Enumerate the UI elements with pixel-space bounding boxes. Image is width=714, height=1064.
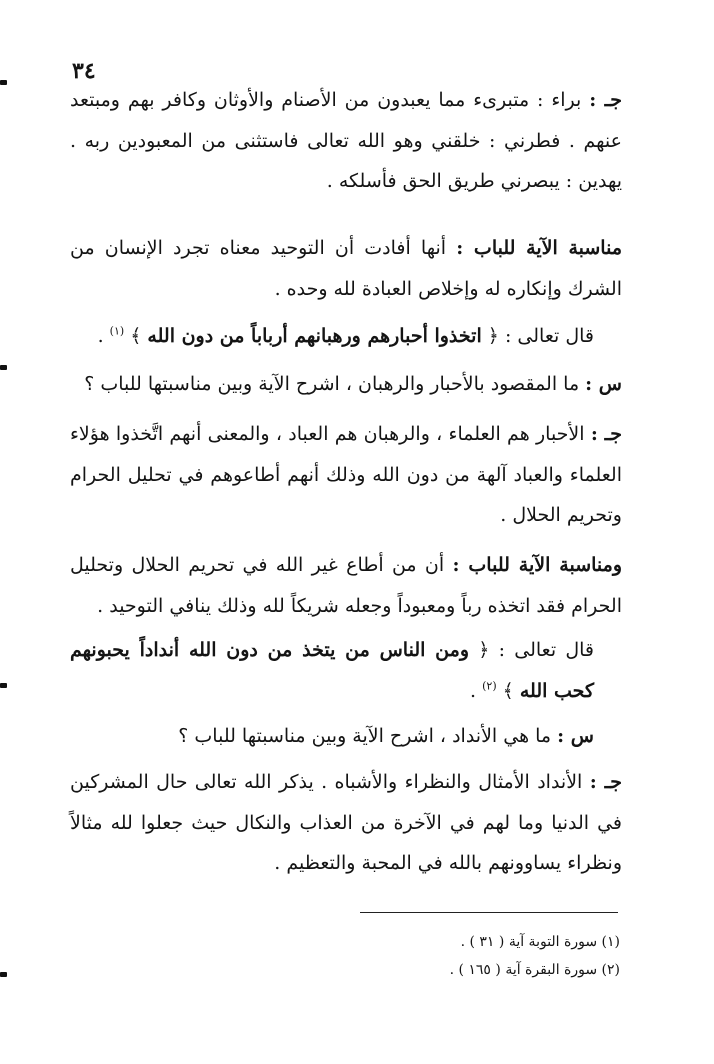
relevance-text: أن من أطاع غير الله في تحريم الحلال وتحليل الحرام فقد اتخذه رباً ومعبوداً وجعله شريكاً لله وذلك ينافي التوحيد . (70, 554, 622, 617)
quote-open-bracket: ﴿ (487, 325, 499, 347)
verse-text: ومن الناس من يتخذ من دون الله أنداداً يحبونهم كحب الله (70, 639, 594, 702)
question-paragraph-2 (70, 716, 622, 757)
footnote-separator (360, 912, 618, 913)
answer-paragraph-1 (70, 80, 622, 202)
question-paragraph-1 (70, 364, 622, 405)
scan-edge-mark (0, 365, 7, 370)
scan-edge-mark (0, 972, 7, 977)
scan-edge-mark (0, 683, 7, 688)
question-text: ما هي الأنداد ، اشرح الآية وبين مناسبتها للباب ؟ (178, 725, 552, 747)
relevance-paragraph-1 (70, 228, 622, 309)
question-label: س : (557, 725, 594, 747)
relevance-paragraph-2 (70, 545, 622, 626)
relevance-label: ومناسبة الآية للباب : (452, 554, 622, 576)
page-number: ٣٤ (72, 58, 96, 84)
relevance-text: أنها أفادت أن التوحيد معناه تجرد الإنسان من الشرك وإنكاره له وإخلاص العبادة لله وحده . (70, 237, 622, 300)
quote-close-bracket: ﴾ (502, 679, 514, 702)
answer-paragraph-3 (70, 762, 622, 884)
answer-text: الأحبار هم العلماء ، والرهبان هم العباد ، والمعنى أنهم اتَّخذوا هؤلاء العلماء والعباد آلهة من دون الله وذلك أنهم أطاعوهم في تحليل الحرام وتحريم الحلال . (70, 423, 622, 526)
verse-text: اتخذوا أحبارهم ورهبانهم أرباباً من دون الله (147, 325, 482, 347)
answer-label: جـ : (589, 771, 622, 793)
scan-edge-mark (0, 80, 7, 85)
verse-paragraph-1 (70, 316, 622, 357)
answer-text: الأنداد الأمثال والنظراء والأشباه . يذكر الله تعالى حال المشركين في الدنيا وما لهم في الآخرة من العذاب والنكال حيث جعلوا لله مثالاً ونظراء يساوونهم بالله في المحبة والتعظيم . (70, 771, 622, 874)
quote-open-bracket: ﴿ (478, 639, 490, 661)
verse-end-dot: . (97, 325, 104, 347)
verse-paragraph-2 (70, 630, 622, 711)
footnote-1: (١) سورة التوبة آية ( ٣١ ) . (460, 934, 620, 950)
answer-label: جـ : (590, 423, 622, 445)
relevance-label: مناسبة الآية للباب : (456, 237, 622, 259)
verse-end-dot: . (470, 679, 477, 702)
answer-text: براء : متبرىء مما يعبدون من الأصنام والأوثان وكافر بهم ومبتعد عنهم . فطرني : خلقني وهو الله تعالى فاستثنى من المعبودين ربه . يهدين : يبصرني طريق الحق فأسلكه . (70, 89, 622, 192)
question-text: ما المقصود بالأحبار والرهبان ، اشرح الآية وبين مناسبتها للباب ؟ (84, 373, 580, 395)
footnote-ref: (١) (109, 324, 125, 338)
answer-paragraph-2 (70, 414, 622, 536)
footnote-ref: (٢) (482, 679, 497, 693)
verse-intro: قال تعالى : (504, 325, 594, 347)
footnote-2: (٢) سورة البقرة آية ( ١٦٥ ) . (449, 962, 620, 978)
quote-close-bracket: ﴾ (130, 325, 142, 347)
verse-intro: قال تعالى : (498, 639, 595, 661)
question-label: س : (585, 373, 622, 395)
answer-label: جـ : (589, 89, 622, 111)
